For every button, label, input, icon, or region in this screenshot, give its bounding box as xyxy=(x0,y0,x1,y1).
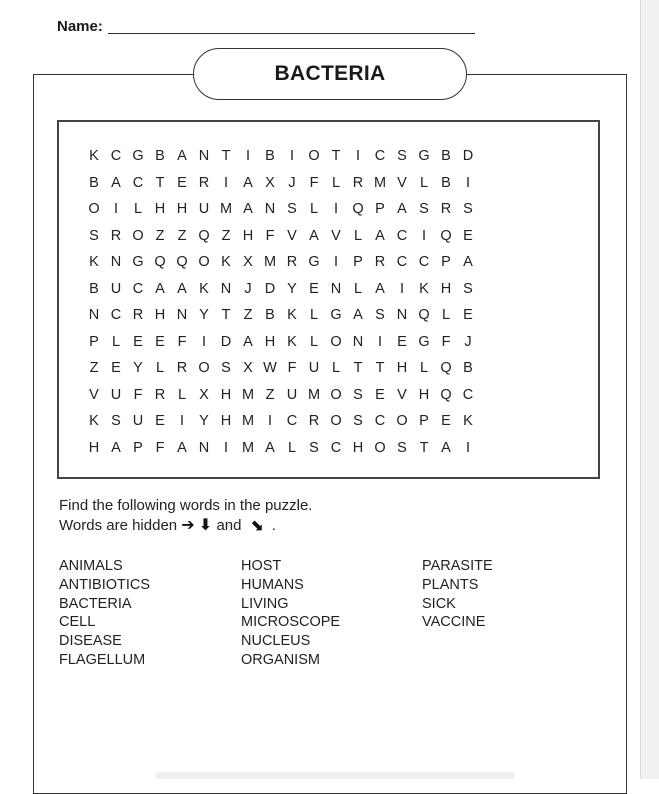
word-item: PLANTS xyxy=(422,576,479,593)
grid-row xyxy=(83,279,479,306)
grid-letter: B xyxy=(89,174,99,191)
grid-letter: A xyxy=(243,333,253,350)
word-item: CELL xyxy=(59,614,96,631)
word-item: HUMANS xyxy=(241,576,304,593)
grid-letter: B xyxy=(155,148,165,164)
arrow-diagonal-icon: ⬊ xyxy=(249,515,264,534)
grid-letter: H xyxy=(220,413,232,429)
instructions xyxy=(59,496,312,535)
word-item: PARASITE xyxy=(422,558,493,574)
instructions-and: and xyxy=(216,517,242,534)
grid-letter: C xyxy=(462,386,474,403)
grid-letter: I xyxy=(421,227,427,244)
grid-letter: H xyxy=(396,360,408,376)
grid-letter: B xyxy=(265,148,275,164)
grid-letter: G xyxy=(308,254,320,270)
grid-letter: I xyxy=(179,413,185,429)
grid-letter: S xyxy=(309,439,319,456)
grid-letter: A xyxy=(353,307,363,323)
word-item: ORGANISM xyxy=(241,651,320,668)
grid-row xyxy=(83,332,479,359)
grid-letter: X xyxy=(199,386,209,403)
grid-letter: K xyxy=(89,148,99,164)
grid-letter: K xyxy=(221,254,231,270)
word-item: ANIMALS xyxy=(59,558,123,574)
grid-letter: L xyxy=(353,280,363,297)
word-item: LIVING xyxy=(241,595,289,612)
grid-letter: B xyxy=(463,360,473,376)
grid-row xyxy=(83,199,479,226)
grid-letter: Y xyxy=(133,360,143,376)
grid-letter: A xyxy=(375,227,385,244)
grid-letter: H xyxy=(220,386,232,403)
grid-letter: V xyxy=(397,174,407,191)
word-list-column-2 xyxy=(241,557,340,670)
grid-letter: K xyxy=(89,413,99,429)
grid-letter: L xyxy=(441,307,451,323)
grid-letter: E xyxy=(441,413,451,429)
page-edge xyxy=(640,0,659,779)
grid-letter: R xyxy=(352,174,364,191)
grid-letter: C xyxy=(110,148,122,164)
grid-letter: S xyxy=(353,413,363,429)
grid-letter: Y xyxy=(199,307,209,323)
grid-letter: D xyxy=(264,280,276,297)
grid-letter: F xyxy=(265,227,275,244)
grid-letter: H xyxy=(264,333,276,350)
grid-letter: V xyxy=(331,227,341,244)
instructions-line-2 xyxy=(59,515,312,535)
grid-letter: P xyxy=(133,439,143,456)
grid-letter: N xyxy=(110,254,122,270)
grid-letter: L xyxy=(331,174,341,191)
word-list-column-1 xyxy=(59,557,150,670)
grid-letter: I xyxy=(399,280,405,297)
grid-letter: N xyxy=(198,148,210,164)
grid-letter: Q xyxy=(352,201,364,217)
name-label: Name: xyxy=(57,18,103,35)
grid-letter: E xyxy=(155,333,165,350)
grid-letter: H xyxy=(176,201,188,217)
grid-letter: S xyxy=(397,439,407,456)
grid-letter: G xyxy=(132,148,144,164)
grid-letter: O xyxy=(88,201,100,217)
instructions-line-1: Find the following words in the puzzle. xyxy=(59,497,313,514)
grid-letter: D xyxy=(462,148,474,164)
grid-letter: P xyxy=(353,254,363,270)
grid-letter: T xyxy=(155,174,165,191)
grid-letter: L xyxy=(155,360,165,376)
grid-letter: J xyxy=(464,333,472,350)
grid-letter: A xyxy=(155,280,165,297)
grid-letter: V xyxy=(89,386,99,403)
grid-letter: F xyxy=(155,439,165,456)
grid-letter: U xyxy=(198,201,210,217)
grid-letter: H xyxy=(154,201,166,217)
grid-letter: U xyxy=(110,386,122,403)
grid-letter: S xyxy=(463,280,473,297)
grid-letter: A xyxy=(397,201,407,217)
grid-letter: B xyxy=(441,174,451,191)
grid-letter: S xyxy=(89,227,99,244)
grid-letter: N xyxy=(264,201,276,217)
instructions-period: . xyxy=(271,517,276,534)
grid-row xyxy=(83,438,479,465)
grid-letter: L xyxy=(331,360,341,376)
grid-letter: C xyxy=(110,307,122,323)
grid-letter: N xyxy=(330,280,342,297)
grid-letter: R xyxy=(440,201,452,217)
grid-letter: N xyxy=(176,307,188,323)
grid-letter: C xyxy=(374,413,386,429)
grid-letter: Z xyxy=(221,227,231,244)
grid-letter: R xyxy=(132,307,144,323)
grid-letter: I xyxy=(465,174,471,191)
grid-letter: D xyxy=(220,333,232,350)
grid-letter: O xyxy=(198,254,210,270)
grid-letter: F xyxy=(133,386,143,403)
grid-letter: C xyxy=(286,413,298,429)
grid-letter: U xyxy=(308,360,320,376)
grid-letter: C xyxy=(396,254,408,270)
grid-letter: E xyxy=(133,333,143,350)
page-bottom-edge xyxy=(155,772,515,779)
page-title: BACTERIA xyxy=(274,62,386,85)
grid-row xyxy=(83,358,479,385)
word-item: MICROSCOPE xyxy=(241,614,341,631)
grid-letter: G xyxy=(330,307,342,323)
grid-letter: N xyxy=(396,307,408,323)
grid-letter: X xyxy=(265,174,275,191)
grid-letter: A xyxy=(177,148,187,164)
grid-letter: O xyxy=(396,413,408,429)
grid-letter: K xyxy=(463,413,473,429)
word-list-column-3 xyxy=(422,557,493,632)
grid-letter: E xyxy=(111,360,121,376)
grid-letter: A xyxy=(441,439,451,456)
grid-letter: I xyxy=(267,413,273,429)
grid-letter: T xyxy=(419,439,429,456)
grid-row xyxy=(83,305,479,332)
grid-letter: A xyxy=(177,439,187,456)
instructions-prefix: Words are hidden xyxy=(59,517,178,534)
grid-letter: Z xyxy=(155,227,165,244)
grid-letter: E xyxy=(309,280,319,297)
title-banner xyxy=(193,48,467,100)
grid-letter: P xyxy=(89,333,99,350)
grid-letter: U xyxy=(132,413,144,429)
grid-letter: C xyxy=(132,174,144,191)
grid-letter: R xyxy=(110,227,122,244)
grid-letter: Y xyxy=(199,413,209,429)
grid-letter: Y xyxy=(287,280,297,297)
word-item: FLAGELLUM xyxy=(59,651,146,668)
grid-letter: R xyxy=(198,174,210,191)
grid-letter: E xyxy=(463,227,473,244)
grid-letter: Q xyxy=(440,360,452,376)
grid-letter: F xyxy=(287,360,297,376)
grid-letter: N xyxy=(220,280,232,297)
word-item: ANTIBIOTICS xyxy=(59,576,151,593)
grid-letter: A xyxy=(111,439,121,456)
grid-letter: I xyxy=(333,201,339,217)
grid-letter: M xyxy=(241,413,255,429)
grid-letter: Q xyxy=(418,307,430,323)
grid-letter: M xyxy=(241,439,255,456)
grid-letter: S xyxy=(221,360,231,376)
grid-letter: V xyxy=(397,386,407,403)
grid-letter: Q xyxy=(176,254,188,270)
grid-letter: O xyxy=(374,439,386,456)
grid-letter: L xyxy=(177,386,187,403)
grid-letter: I xyxy=(113,201,119,217)
grid-letter: W xyxy=(263,360,277,376)
grid-letter: T xyxy=(221,148,231,164)
grid-letter: M xyxy=(263,254,277,270)
grid-letter: Q xyxy=(198,227,210,244)
grid-letter: C xyxy=(374,148,386,164)
grid-letter: H xyxy=(352,439,364,456)
grid-letter: M xyxy=(373,174,387,191)
grid-letter: Z xyxy=(265,386,275,403)
word-search-grid xyxy=(83,146,479,464)
grid-letter: L xyxy=(353,227,363,244)
word-item: DISEASE xyxy=(59,633,122,650)
grid-letter: U xyxy=(286,386,298,403)
grid-letter: R xyxy=(308,413,320,429)
grid-letter: Z xyxy=(89,360,99,376)
grid-letter: G xyxy=(132,254,144,270)
grid-letter: L xyxy=(309,307,319,323)
grid-letter: E xyxy=(375,386,385,403)
grid-letter: N xyxy=(88,307,100,323)
grid-letter: L xyxy=(287,439,297,456)
word-item: NUCLEUS xyxy=(241,633,311,650)
grid-letter: I xyxy=(377,333,383,350)
grid-letter: H xyxy=(440,280,452,297)
word-item: HOST xyxy=(241,558,282,574)
grid-letter: A xyxy=(265,439,275,456)
grid-letter: K xyxy=(89,254,99,270)
grid-letter: M xyxy=(219,201,233,217)
grid-letter: O xyxy=(308,148,320,164)
grid-letter: P xyxy=(441,254,451,270)
grid-letter: S xyxy=(397,148,407,164)
word-item: VACCINE xyxy=(422,614,486,631)
grid-letter: K xyxy=(419,280,429,297)
grid-letter: O xyxy=(198,360,210,376)
grid-row xyxy=(83,411,479,438)
grid-letter: I xyxy=(289,148,295,164)
grid-letter: K xyxy=(287,307,297,323)
grid-letter: L xyxy=(133,201,143,217)
grid-letter: R xyxy=(286,254,298,270)
grid-letter: X xyxy=(243,360,253,376)
grid-letter: G xyxy=(418,333,430,350)
grid-letter: H xyxy=(418,386,430,403)
arrow-down-icon: ⬇ xyxy=(198,515,213,534)
grid-letter: A xyxy=(463,254,473,270)
grid-letter: X xyxy=(243,254,253,270)
grid-letter: A xyxy=(309,227,319,244)
word-item: BACTERIA xyxy=(59,595,132,612)
grid-letter: B xyxy=(89,280,99,297)
grid-letter: A xyxy=(243,201,253,217)
grid-letter: C xyxy=(418,254,430,270)
grid-letter: L xyxy=(419,360,429,376)
grid-letter: H xyxy=(242,227,254,244)
grid-letter: C xyxy=(132,280,144,297)
grid-letter: Q xyxy=(154,254,166,270)
grid-letter: A xyxy=(111,174,121,191)
grid-letter: G xyxy=(418,148,430,164)
grid-letter: I xyxy=(245,148,251,164)
grid-letter: P xyxy=(419,413,429,429)
grid-letter: O xyxy=(132,227,144,244)
grid-letter: L xyxy=(309,201,319,217)
grid-letter: A xyxy=(375,280,385,297)
grid-letter: O xyxy=(330,333,342,350)
grid-letter: R xyxy=(176,360,188,376)
grid-letter: E xyxy=(177,174,187,191)
grid-letter: E xyxy=(397,333,407,350)
grid-letter: Q xyxy=(440,386,452,403)
grid-letter: O xyxy=(330,386,342,403)
grid-letter: J xyxy=(288,174,296,191)
grid-letter: S xyxy=(419,201,429,217)
grid-letter: E xyxy=(463,307,473,323)
grid-letter: I xyxy=(355,148,361,164)
grid-letter: U xyxy=(110,280,122,297)
grid-letter: Z xyxy=(243,307,253,323)
grid-letter: M xyxy=(307,386,321,403)
grid-letter: A xyxy=(243,174,253,191)
grid-letter: E xyxy=(155,413,165,429)
grid-letter: L xyxy=(419,174,429,191)
grid-letter: S xyxy=(375,307,385,323)
grid-row xyxy=(83,252,479,279)
arrow-right-icon: ➔ xyxy=(181,515,195,534)
grid-letter: L xyxy=(111,333,121,350)
grid-letter: K xyxy=(287,333,297,350)
word-item: SICK xyxy=(422,595,456,612)
grid-letter: I xyxy=(201,333,207,350)
grid-letter: I xyxy=(333,254,339,270)
grid-row xyxy=(83,226,479,253)
grid-letter: N xyxy=(198,439,210,456)
grid-letter: R xyxy=(374,254,386,270)
grid-row xyxy=(83,146,479,173)
grid-letter: P xyxy=(375,201,385,217)
grid-row xyxy=(83,173,479,200)
grid-letter: S xyxy=(287,201,297,217)
grid-letter: S xyxy=(463,201,473,217)
grid-letter: B xyxy=(265,307,275,323)
grid-letter: T xyxy=(375,360,385,376)
grid-letter: I xyxy=(465,439,471,456)
grid-letter: F xyxy=(309,174,319,191)
grid-letter: C xyxy=(330,439,342,456)
grid-letter: T xyxy=(331,148,341,164)
grid-letter: I xyxy=(223,174,229,191)
grid-letter: V xyxy=(287,227,297,244)
grid-letter: S xyxy=(353,386,363,403)
grid-letter: Q xyxy=(440,227,452,244)
grid-letter: Z xyxy=(177,227,187,244)
grid-letter: S xyxy=(111,413,121,429)
grid-letter: O xyxy=(330,413,342,429)
grid-letter: H xyxy=(88,439,100,456)
grid-letter: A xyxy=(177,280,187,297)
grid-letter: N xyxy=(352,333,364,350)
grid-letter: M xyxy=(241,386,255,403)
grid-letter: R xyxy=(154,386,166,403)
grid-letter: C xyxy=(396,227,408,244)
name-line xyxy=(108,33,475,34)
grid-letter: F xyxy=(177,333,187,350)
grid-letter: K xyxy=(199,280,209,297)
grid-letter: H xyxy=(154,307,166,323)
grid-letter: T xyxy=(353,360,363,376)
grid-letter: F xyxy=(441,333,451,350)
grid-letter: T xyxy=(221,307,231,323)
grid-letter: J xyxy=(244,280,252,297)
grid-row xyxy=(83,385,479,412)
grid-letter: L xyxy=(309,333,319,350)
grid-letter: I xyxy=(223,439,229,456)
grid-letter: B xyxy=(441,148,451,164)
